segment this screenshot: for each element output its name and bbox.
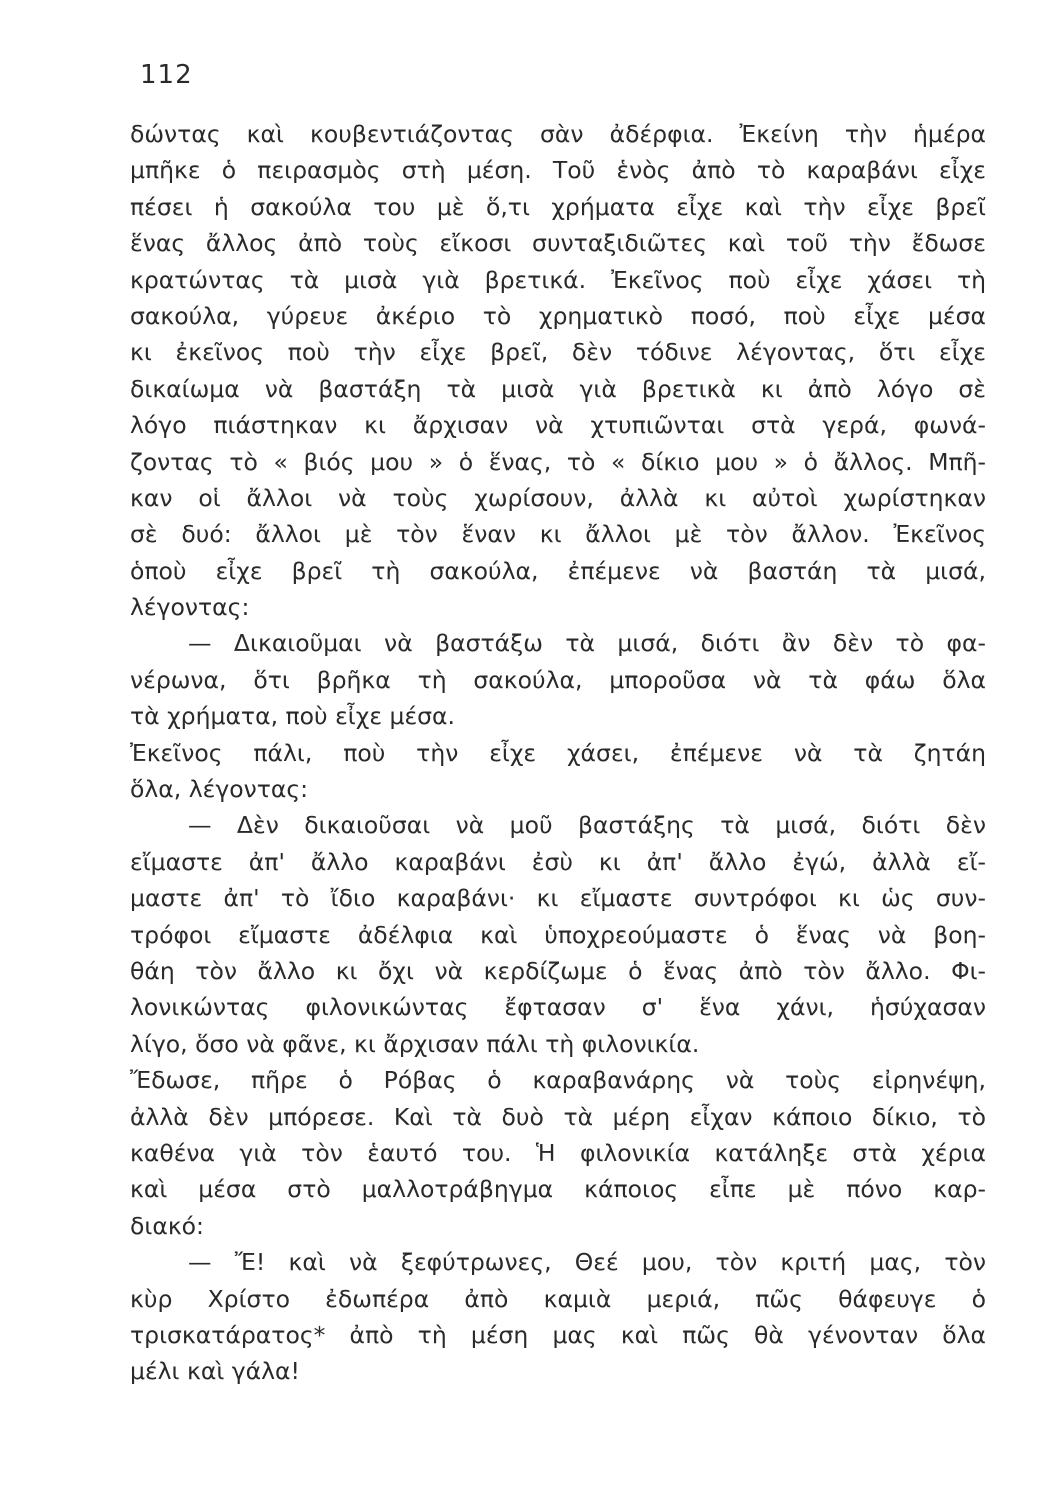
text-line: καθένα γιὰ τὸν ἑαυτό του. Ἡ φιλονικία κατάληξε στὰ χέρια xyxy=(130,1138,986,1167)
text-line: τρισκατάρατος* ἀπὸ τὴ μέση μας καὶ πῶς θὰ γένονταν ὅλα xyxy=(130,1320,986,1349)
text-line: καν οἱ ἄλλοι νὰ τοὺς χωρίσουν, ἀλλὰ κι αὐτοὶ χωρίστηκαν xyxy=(130,483,986,512)
text-line: ὁποὺ εἶχε βρεῖ τὴ σακούλα, ἐπέμενε νὰ βαστάη τὰ μισά, xyxy=(130,556,986,585)
page-number: 112 xyxy=(140,60,193,90)
text-line: μέλι καὶ γάλα! xyxy=(130,1357,300,1386)
body-text xyxy=(130,116,986,1390)
text-line: θάη τὸν ἄλλο κι ὄχι νὰ κερδίζωμε ὁ ἕνας ἀπὸ τὸν ἄλλο. Φι- xyxy=(130,956,986,985)
text-line: νέρωνα, ὅτι βρῆκα τὴ σακούλα, μποροῦσα νὰ τὰ φάω ὅλα xyxy=(130,665,986,694)
text-line: ἕνας ἄλλος ἀπὸ τοὺς εἴκοσι συνταξιδιῶτες καὶ τοῦ τὴν ἔδωσε xyxy=(130,229,986,258)
text-line: Ἐκεῖνος πάλι, ποὺ τὴν εἶχε χάσει, ἐπέμενε νὰ τὰ ζητάη xyxy=(130,738,986,767)
text-line: λονικώντας φιλονικώντας ἔφτασαν σ' ἕνα χάνι, ἡσύχασαν xyxy=(130,993,986,1022)
text-line: μαστε ἀπ' τὸ ἴδιο καραβάνι· κι εἴμαστε συντρόφοι κι ὡς συν- xyxy=(130,884,986,913)
text-line: διακό: xyxy=(130,1211,204,1240)
text-line: λίγο, ὅσο νὰ φᾶνε, κι ἄρχισαν πάλι τὴ φιλονικία. xyxy=(130,1029,700,1058)
text-line: λέγοντας: xyxy=(130,593,250,622)
text-line: ἀλλὰ δὲν μπόρεσε. Καὶ τὰ δυὸ τὰ μέρη εἶχαν κάποιο δίκιο, τὸ xyxy=(130,1102,986,1131)
text-line: ὅλα, λέγοντας: xyxy=(130,775,309,804)
text-line: σακούλα, γύρευε ἀκέριο τὸ χρηματικὸ ποσό, ποὺ εἶχε μέσα xyxy=(130,301,986,330)
text-line: μπῆκε ὁ πειρασμὸς στὴ μέση. Τοῦ ἑνὸς ἀπὸ τὸ καραβάνι εἶχε xyxy=(130,156,986,185)
text-line: τρόφοι εἴμαστε ἀδέλφια καὶ ὑποχρεούμαστε ὁ ἕνας νὰ βοη- xyxy=(130,920,986,949)
text-line: σὲ δυό: ἄλλοι μὲ τὸν ἕναν κι ἄλλοι μὲ τὸν ἄλλον. Ἐκεῖνος xyxy=(130,520,986,549)
text-line: ζοντας τὸ « βιός μου » ὁ ἕνας, τὸ « δίκιο μου » ὁ ἄλλος. Μπῆ- xyxy=(130,447,986,476)
text-line: κὺρ Χρίστο ἐδωπέρα ἀπὸ καμιὰ μεριά, πῶς θάφευγε ὁ xyxy=(130,1284,986,1313)
text-line: — Δικαιοῦμαι νὰ βαστάξω τὰ μισά, διότι ἂν δὲν τὸ φα- xyxy=(188,629,986,658)
text-line: Ἔδωσε, πῆρε ὁ Ρόβας ὁ καραβανάρης νὰ τοὺς εἰρηνέψη, xyxy=(130,1066,986,1095)
text-line: δώντας καὶ κουβεντιάζοντας σὰν ἀδέρφια. Ἐκείνη τὴν ἡμέρα xyxy=(130,120,986,148)
text-line: λόγο πιάστηκαν κι ἄρχισαν νὰ χτυπιῶνται στὰ γερά, φωνά- xyxy=(130,411,986,440)
text-line: κι ἐκεῖνος ποὺ τὴν εἶχε βρεῖ, δὲν τόδινε λέγοντας, ὅτι εἶχε xyxy=(130,338,986,367)
text-line: καὶ μέσα στὸ μαλλοτράβηγμα κάποιος εἶπε μὲ πόνο καρ- xyxy=(130,1175,986,1204)
text-line: — Δὲν δικαιοῦσαι νὰ μοῦ βαστάξης τὰ μισά, διότι δὲν xyxy=(188,811,986,840)
text-line: πέσει ἡ σακούλα του μὲ ὅ,τι χρήματα εἶχε καὶ τὴν εἶχε βρεῖ xyxy=(130,192,986,221)
text-line: δικαίωμα νὰ βαστάξη τὰ μισὰ γιὰ βρετικὰ κι ἀπὸ λόγο σὲ xyxy=(130,374,986,403)
text-line: κρατώντας τὰ μισὰ γιὰ βρετικά. Ἐκεῖνος ποὺ εἶχε χάσει τὴ xyxy=(130,265,986,294)
text-line: εἴμαστε ἀπ' ἄλλο καραβάνι ἐσὺ κι ἀπ' ἄλλο ἐγώ, ἀλλὰ εἴ- xyxy=(130,847,986,876)
text-line: — Ἔ! καὶ νὰ ξεφύτρωνες, Θεέ μου, τὸν κριτή μας, τὸν xyxy=(188,1248,986,1277)
text-line: τὰ χρήματα, ποὺ εἶχε μέσα. xyxy=(130,702,456,731)
